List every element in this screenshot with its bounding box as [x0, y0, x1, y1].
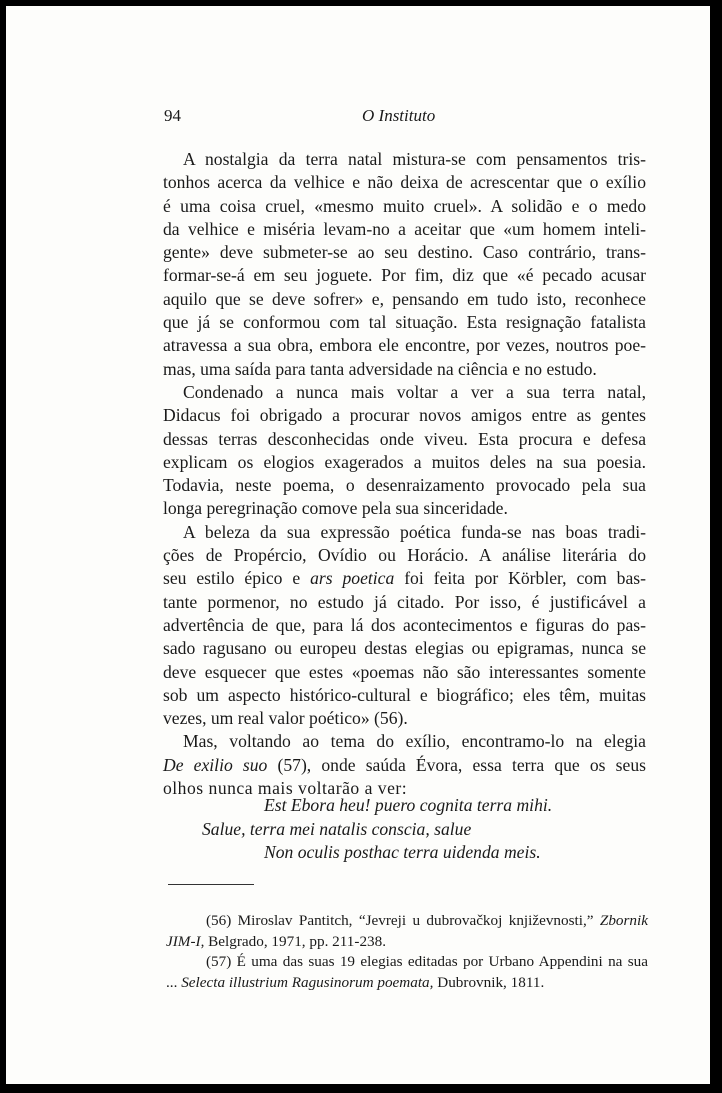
text-line: gente» deve submeter-se ao seu destino. Caso contrário, trans-	[163, 242, 646, 263]
text-line: sob um aspecto histórico-cultural e biográfico; eles têm, muitas	[163, 684, 646, 705]
italic-title: Selecta illustrium Ragusinorum poemata,	[181, 973, 434, 991]
text-line: deve esquecer que estes «poemas não são interessantes somente	[163, 661, 646, 682]
paragraph-4	[163, 730, 646, 800]
text-line: Mas, voltando ao tema do exílio, encontramo-lo na elegia	[183, 731, 646, 752]
text-line: é uma coisa cruel, «mesmo muito cruel». A solidão e o medo	[163, 195, 646, 216]
text-line: olhos nunca mais voltarão a ver:	[163, 778, 408, 799]
text-line: Todavia, neste poema, o desenraizamento provocado pela sua	[163, 475, 646, 496]
text-line: longa peregrinação comove pela sua sinceridade.	[163, 498, 508, 519]
text-line: A nostalgia da terra natal mistura-se com pensamentos tris-	[183, 149, 646, 169]
text-line: ções de Propércio, Ovídio ou Horácio. A análise literária do	[163, 545, 646, 566]
italic-title: De exilio suo	[163, 754, 268, 775]
footnote-divider	[168, 884, 254, 885]
verse-line: Salue, terra mei natalis conscia, salue	[202, 818, 472, 839]
text-line: dessas terras desconhecidas onde viveu. Esta procura e defesa	[163, 428, 646, 449]
text-fragment: (56) Miroslav Pantitch, “Jevreji u dubrovačkoj književnosti,”	[206, 912, 600, 929]
text-line: tonhos acerca da velhice e não deixa de acrescentar que o exílio	[163, 172, 646, 193]
text-fragment: seu estilo épico e	[163, 568, 311, 589]
text-line	[163, 754, 646, 777]
text-fragment: , Belgrado, 1971, pp. 211-238.	[200, 932, 387, 950]
footnote-56-line-1	[166, 911, 648, 932]
text-fragment: (57), onde saúda Évora, essa terra que os seus	[267, 754, 646, 775]
text-line: que já se conformou com tal situação. Esta resignação fatalista	[163, 312, 646, 333]
text-line: da velhice e miséria levam-no a aceitar que «um homem inteli-	[163, 218, 646, 239]
italic-title: Zbornik	[599, 912, 648, 929]
text-line: aquilo que se deve sofrer» e, pensando em tudo isto, reconhece	[163, 288, 646, 309]
text-line: Didacus foi obrigado a procurar novos amigos entre as gentes	[163, 405, 646, 426]
text-line: mas, uma saída para tanta adversidade na ciência e no estudo.	[163, 358, 597, 379]
footnote-57-line-1: (57) É uma das suas 19 elegias editadas por Urbano Appendini na sua	[206, 953, 648, 970]
paragraph-3	[163, 521, 646, 731]
page-number: 94	[164, 106, 181, 125]
text-line: formar-se-á em seu joguete. Por fim, diz que «é pecado acusar	[163, 265, 646, 286]
text-line	[163, 567, 646, 590]
verse-line: Non oculis posthac terra uidenda meis.	[264, 842, 541, 863]
text-line: vezes, um real valor poético» (56).	[163, 708, 408, 729]
text-line: Condenado a nunca mais voltar a ver a sua terra natal,	[183, 381, 646, 402]
text-line: A beleza da sua expressão poética funda-se nas boas tradi-	[183, 521, 646, 542]
latin-verse-quote	[166, 794, 626, 865]
text-line: tante pormenor, no estudo já citado. Por isso, é justificável a	[163, 591, 646, 612]
footnotes	[166, 911, 648, 993]
paragraph-1	[163, 148, 646, 381]
text-line: atravessa a sua obra, embora ele encontre, por vezes, noutros poe-	[163, 335, 646, 356]
footnote-57-line-2	[166, 973, 648, 994]
footnote-56-line-2	[166, 932, 648, 953]
verse-line: Est Ebora heu! puero cognita terra mihi.	[264, 795, 553, 815]
text-line: explicam os elogios exagerados a muitos deles na sua poesia.	[163, 451, 646, 472]
text-fragment: Dubrovnik, 1811.	[433, 973, 545, 991]
text-line: advertência de que, para lá dos acontecimentos e figuras do pas-	[163, 614, 646, 635]
running-title: O Instituto	[362, 106, 436, 125]
body-text	[163, 148, 646, 800]
text-fragment: foi feita por Körbler, com bas-	[394, 568, 646, 589]
paragraph-2	[163, 381, 646, 521]
book-page	[6, 6, 714, 1084]
text-fragment: ...	[166, 973, 182, 991]
text-line: sado ragusano ou europeu destas elegias ou epigramas, nunca se	[163, 638, 646, 659]
italic-term: ars poetica	[310, 568, 395, 589]
page-header	[164, 106, 594, 128]
italic-title: JIM-I	[166, 932, 201, 950]
